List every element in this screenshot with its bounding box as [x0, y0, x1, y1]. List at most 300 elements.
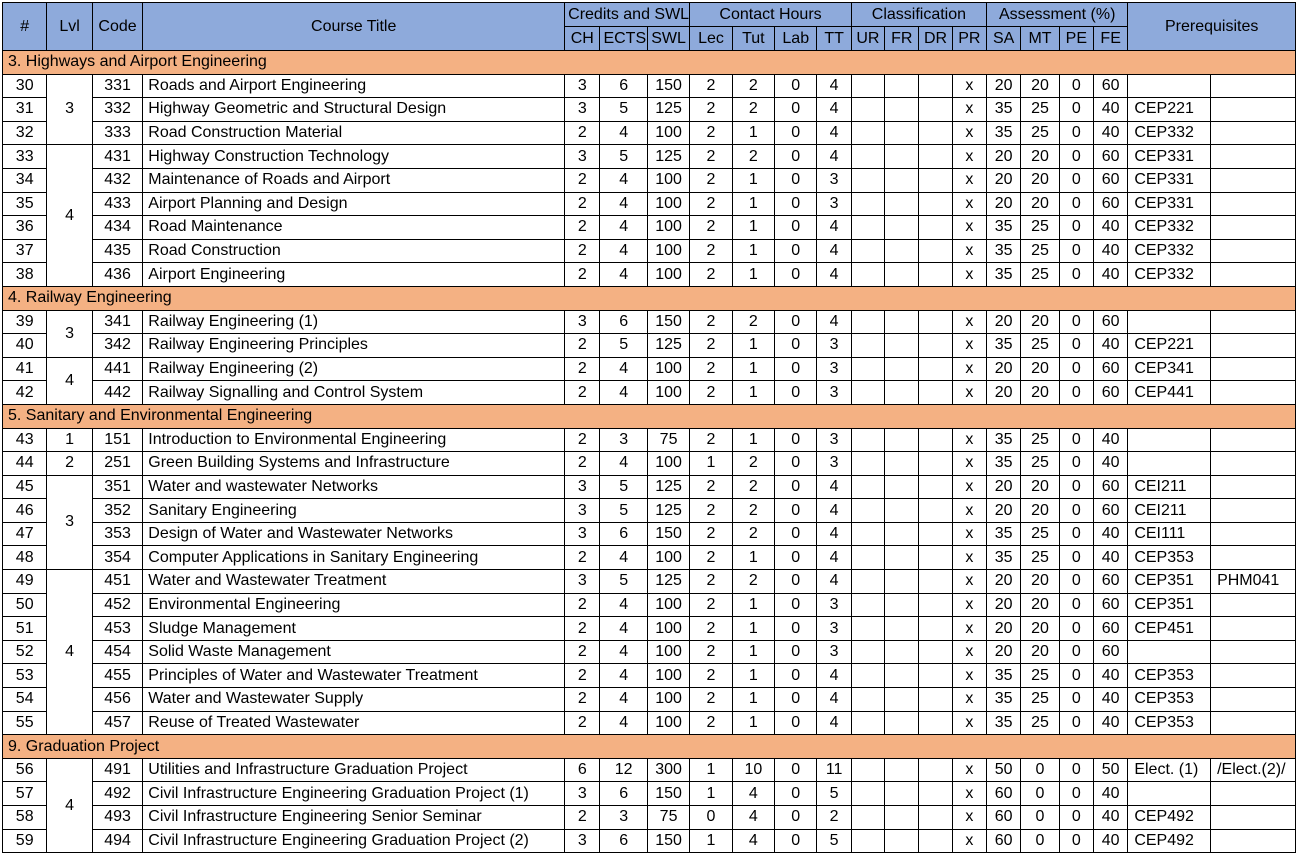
cell-lab: 0 [775, 357, 817, 381]
cell-tut: 1 [732, 216, 774, 240]
cell-ch: 3 [565, 310, 600, 334]
course-code: 353 [92, 522, 142, 546]
prerequisite-1: CEP492 [1128, 806, 1211, 830]
cell-pr: x [952, 522, 986, 546]
cell-pr: x [952, 640, 986, 664]
cell-ch: 3 [565, 499, 600, 523]
cell-tt: 4 [817, 475, 851, 499]
cell-dr [919, 452, 952, 476]
cell-swl: 100 [647, 452, 689, 476]
row-number: 56 [3, 758, 47, 782]
section-title: 4. Railway Engineering [3, 286, 1296, 310]
cell-mt: 20 [1021, 570, 1059, 594]
cell-ects: 4 [600, 711, 647, 735]
row-number: 43 [3, 428, 47, 452]
table-row [3, 192, 1296, 216]
table-row [3, 475, 1296, 499]
cell-lab: 0 [775, 522, 817, 546]
cell-pe: 0 [1059, 782, 1093, 806]
cell-ch: 2 [565, 334, 600, 358]
prerequisite-2 [1211, 428, 1296, 452]
cell-lec: 2 [690, 381, 732, 405]
cell-pe: 0 [1059, 475, 1093, 499]
cell-ects: 5 [600, 475, 647, 499]
cell-pr: x [952, 357, 986, 381]
cell-lab: 0 [775, 239, 817, 263]
cell-pe: 0 [1059, 617, 1093, 641]
cell-sa: 20 [987, 168, 1021, 192]
cell-ects: 4 [600, 617, 647, 641]
cell-tt: 3 [817, 192, 851, 216]
prerequisite-1: CEI211 [1128, 499, 1211, 523]
cell-tut: 1 [732, 357, 774, 381]
prerequisite-2: /Elect.(2)/ [1211, 758, 1296, 782]
cell-pr: x [952, 617, 986, 641]
table-row [3, 640, 1296, 664]
cell-swl: 150 [647, 829, 689, 853]
col-header-pe: PE [1059, 27, 1093, 51]
cell-dr [919, 522, 952, 546]
cell-fe: 40 [1093, 664, 1127, 688]
prerequisite-2 [1211, 711, 1296, 735]
cell-fe: 40 [1093, 239, 1127, 263]
cell-ur [851, 782, 884, 806]
cell-ur [851, 688, 884, 712]
prerequisite-2 [1211, 74, 1296, 98]
cell-pr: x [952, 782, 986, 806]
row-number: 58 [3, 806, 47, 830]
row-number: 39 [3, 310, 47, 334]
cell-lec: 2 [690, 522, 732, 546]
cell-sa: 20 [987, 570, 1021, 594]
cell-lec: 2 [690, 239, 732, 263]
cell-tt: 4 [817, 98, 851, 122]
cell-tut: 1 [732, 640, 774, 664]
cell-pr: x [952, 593, 986, 617]
cell-pr: x [952, 263, 986, 287]
cell-fe: 60 [1093, 617, 1127, 641]
course-code: 332 [92, 98, 142, 122]
col-header-lvl: Lvl [47, 3, 92, 51]
cell-ects: 4 [600, 452, 647, 476]
course-code: 442 [92, 381, 142, 405]
cell-ects: 5 [600, 334, 647, 358]
prerequisite-2 [1211, 688, 1296, 712]
cell-ects: 4 [600, 546, 647, 570]
cell-lab: 0 [775, 688, 817, 712]
cell-fr [885, 74, 919, 98]
table-row [3, 121, 1296, 145]
prerequisite-1: CEP353 [1128, 688, 1211, 712]
row-number: 44 [3, 452, 47, 476]
course-code: 342 [92, 334, 142, 358]
cell-lec: 2 [690, 121, 732, 145]
cell-tut: 4 [732, 806, 774, 830]
row-number: 34 [3, 168, 47, 192]
cell-lab: 0 [775, 711, 817, 735]
cell-tt: 4 [817, 522, 851, 546]
cell-tt: 2 [817, 806, 851, 830]
cell-sa: 20 [987, 357, 1021, 381]
cell-dr [919, 239, 952, 263]
cell-fr [885, 640, 919, 664]
course-title: Railway Signalling and Control System [143, 381, 565, 405]
cell-pe: 0 [1059, 428, 1093, 452]
prerequisite-1: CEP221 [1128, 98, 1211, 122]
cell-fr [885, 145, 919, 169]
prerequisite-1 [1128, 640, 1211, 664]
cell-mt: 20 [1021, 381, 1059, 405]
cell-fe: 60 [1093, 192, 1127, 216]
cell-mt: 25 [1021, 121, 1059, 145]
cell-tut: 1 [732, 121, 774, 145]
cell-lab: 0 [775, 263, 817, 287]
cell-dr [919, 640, 952, 664]
cell-fe: 40 [1093, 546, 1127, 570]
cell-tut: 4 [732, 829, 774, 853]
table-row [3, 499, 1296, 523]
cell-dr [919, 263, 952, 287]
cell-lec: 2 [690, 334, 732, 358]
table-row [3, 357, 1296, 381]
table-row [3, 239, 1296, 263]
cell-dr [919, 310, 952, 334]
cell-swl: 100 [647, 711, 689, 735]
cell-ch: 2 [565, 664, 600, 688]
cell-mt: 25 [1021, 688, 1059, 712]
col-header-ur: UR [851, 27, 884, 51]
row-number: 57 [3, 782, 47, 806]
prerequisite-2 [1211, 216, 1296, 240]
cell-ects: 4 [600, 664, 647, 688]
prerequisite-1: CEP351 [1128, 570, 1211, 594]
cell-swl: 100 [647, 216, 689, 240]
cell-fr [885, 216, 919, 240]
cell-ects: 4 [600, 121, 647, 145]
cell-lab: 0 [775, 168, 817, 192]
course-code: 494 [92, 829, 142, 853]
cell-dr [919, 428, 952, 452]
col-header-ects: ECTS [600, 27, 647, 51]
cell-fr [885, 475, 919, 499]
cell-pr: x [952, 381, 986, 405]
cell-lec: 2 [690, 593, 732, 617]
cell-tut: 1 [732, 688, 774, 712]
prerequisite-2 [1211, 546, 1296, 570]
cell-sa: 35 [987, 546, 1021, 570]
course-title: Sludge Management [143, 617, 565, 641]
table-row [3, 711, 1296, 735]
cell-ch: 6 [565, 758, 600, 782]
cell-ects: 5 [600, 145, 647, 169]
prerequisite-2 [1211, 640, 1296, 664]
prerequisite-1: CEP221 [1128, 334, 1211, 358]
cell-swl: 100 [647, 640, 689, 664]
cell-mt: 0 [1021, 829, 1059, 853]
cell-pr: x [952, 428, 986, 452]
cell-fr [885, 829, 919, 853]
cell-fr [885, 192, 919, 216]
cell-ur [851, 617, 884, 641]
cell-ur [851, 640, 884, 664]
cell-fe: 40 [1093, 452, 1127, 476]
cell-fr [885, 617, 919, 641]
cell-ects: 5 [600, 499, 647, 523]
section-title: 5. Sanitary and Environmental Engineering [3, 404, 1296, 428]
cell-ur [851, 664, 884, 688]
prerequisite-1: CEP353 [1128, 664, 1211, 688]
row-number: 47 [3, 522, 47, 546]
cell-tt: 3 [817, 593, 851, 617]
cell-pe: 0 [1059, 664, 1093, 688]
cell-pe: 0 [1059, 98, 1093, 122]
cell-lec: 2 [690, 499, 732, 523]
prerequisite-1: CEP351 [1128, 593, 1211, 617]
cell-swl: 300 [647, 758, 689, 782]
prerequisite-2 [1211, 499, 1296, 523]
cell-dr [919, 711, 952, 735]
row-number: 54 [3, 688, 47, 712]
cell-mt: 20 [1021, 145, 1059, 169]
cell-fe: 60 [1093, 570, 1127, 594]
cell-pr: x [952, 758, 986, 782]
table-row [3, 381, 1296, 405]
cell-tut: 2 [732, 452, 774, 476]
col-header-prerequisites: Prerequisites [1128, 3, 1296, 51]
cell-tt: 5 [817, 829, 851, 853]
cell-lec: 2 [690, 570, 732, 594]
cell-pr: x [952, 688, 986, 712]
cell-pr: x [952, 98, 986, 122]
course-code: 491 [92, 758, 142, 782]
cell-ur [851, 758, 884, 782]
cell-sa: 20 [987, 145, 1021, 169]
course-code: 432 [92, 168, 142, 192]
prerequisite-1: CEI211 [1128, 475, 1211, 499]
cell-tt: 3 [817, 334, 851, 358]
cell-fe: 60 [1093, 640, 1127, 664]
cell-fe: 40 [1093, 782, 1127, 806]
cell-ur [851, 334, 884, 358]
table-row [3, 688, 1296, 712]
cell-mt: 25 [1021, 428, 1059, 452]
cell-dr [919, 168, 952, 192]
cell-lab: 0 [775, 475, 817, 499]
course-code: 451 [92, 570, 142, 594]
cell-pr: x [952, 452, 986, 476]
cell-ch: 2 [565, 546, 600, 570]
cell-swl: 125 [647, 98, 689, 122]
course-title: Airport Planning and Design [143, 192, 565, 216]
col-header-tt: TT [817, 27, 851, 51]
cell-mt: 20 [1021, 617, 1059, 641]
prerequisite-2 [1211, 121, 1296, 145]
cell-swl: 125 [647, 475, 689, 499]
prerequisite-1: CEI111 [1128, 522, 1211, 546]
row-number: 36 [3, 216, 47, 240]
cell-lab: 0 [775, 121, 817, 145]
cell-tut: 2 [732, 475, 774, 499]
course-title: Road Maintenance [143, 216, 565, 240]
cell-pe: 0 [1059, 192, 1093, 216]
cell-dr [919, 74, 952, 98]
cell-sa: 35 [987, 428, 1021, 452]
cell-mt: 25 [1021, 263, 1059, 287]
col-group-assessment: Assessment (%) [987, 3, 1128, 27]
cell-mt: 25 [1021, 98, 1059, 122]
cell-pr: x [952, 168, 986, 192]
cell-mt: 25 [1021, 546, 1059, 570]
cell-ur [851, 452, 884, 476]
cell-sa: 35 [987, 334, 1021, 358]
cell-mt: 20 [1021, 310, 1059, 334]
cell-pe: 0 [1059, 758, 1093, 782]
cell-ects: 6 [600, 310, 647, 334]
course-code: 441 [92, 357, 142, 381]
prerequisite-2 [1211, 806, 1296, 830]
cell-fe: 40 [1093, 334, 1127, 358]
prerequisite-1: CEP332 [1128, 263, 1211, 287]
course-title: Railway Engineering (1) [143, 310, 565, 334]
cell-tt: 4 [817, 499, 851, 523]
cell-fr [885, 263, 919, 287]
cell-pr: x [952, 310, 986, 334]
cell-mt: 25 [1021, 711, 1059, 735]
cell-fr [885, 428, 919, 452]
cell-ects: 4 [600, 357, 647, 381]
cell-ur [851, 239, 884, 263]
cell-sa: 35 [987, 239, 1021, 263]
cell-lec: 2 [690, 617, 732, 641]
cell-mt: 0 [1021, 806, 1059, 830]
cell-swl: 100 [647, 192, 689, 216]
cell-lec: 2 [690, 216, 732, 240]
cell-ects: 4 [600, 381, 647, 405]
cell-tt: 3 [817, 640, 851, 664]
cell-swl: 75 [647, 806, 689, 830]
course-title: Railway Engineering (2) [143, 357, 565, 381]
row-number: 31 [3, 98, 47, 122]
cell-ur [851, 711, 884, 735]
cell-fe: 60 [1093, 499, 1127, 523]
cell-tut: 1 [732, 617, 774, 641]
cell-sa: 35 [987, 664, 1021, 688]
prerequisite-1: CEP332 [1128, 121, 1211, 145]
cell-ch: 3 [565, 145, 600, 169]
cell-ur [851, 263, 884, 287]
col-header-lab: Lab [775, 27, 817, 51]
cell-swl: 100 [647, 664, 689, 688]
col-header-lec: Lec [690, 27, 732, 51]
cell-dr [919, 758, 952, 782]
cell-pe: 0 [1059, 145, 1093, 169]
table-row [3, 806, 1296, 830]
cell-lec: 2 [690, 192, 732, 216]
cell-mt: 25 [1021, 216, 1059, 240]
cell-dr [919, 664, 952, 688]
course-code: 435 [92, 239, 142, 263]
cell-sa: 20 [987, 74, 1021, 98]
cell-fe: 40 [1093, 263, 1127, 287]
cell-lab: 0 [775, 452, 817, 476]
cell-ch: 2 [565, 452, 600, 476]
cell-ur [851, 121, 884, 145]
course-code: 352 [92, 499, 142, 523]
cell-ects: 3 [600, 806, 647, 830]
cell-lab: 0 [775, 570, 817, 594]
cell-sa: 50 [987, 758, 1021, 782]
cell-lab: 0 [775, 74, 817, 98]
cell-lec: 2 [690, 688, 732, 712]
cell-lab: 0 [775, 758, 817, 782]
cell-lab: 0 [775, 806, 817, 830]
cell-dr [919, 121, 952, 145]
cell-mt: 20 [1021, 640, 1059, 664]
cell-ects: 4 [600, 688, 647, 712]
row-number: 59 [3, 829, 47, 853]
cell-ur [851, 145, 884, 169]
cell-mt: 20 [1021, 499, 1059, 523]
cell-lab: 0 [775, 428, 817, 452]
cell-fe: 60 [1093, 74, 1127, 98]
cell-fr [885, 381, 919, 405]
cell-lec: 2 [690, 357, 732, 381]
cell-tut: 1 [732, 192, 774, 216]
table-row [3, 758, 1296, 782]
prerequisite-2 [1211, 522, 1296, 546]
col-header-swl: SWL [647, 27, 689, 51]
course-title: Computer Applications in Sanitary Engineering [143, 546, 565, 570]
course-code: 431 [92, 145, 142, 169]
cell-ch: 2 [565, 121, 600, 145]
prerequisite-2 [1211, 593, 1296, 617]
cell-ch: 2 [565, 617, 600, 641]
table-row [3, 334, 1296, 358]
cell-lec: 2 [690, 546, 732, 570]
cell-fe: 50 [1093, 758, 1127, 782]
cell-sa: 20 [987, 192, 1021, 216]
cell-pr: x [952, 239, 986, 263]
cell-tt: 4 [817, 74, 851, 98]
cell-ch: 2 [565, 711, 600, 735]
cell-ects: 4 [600, 263, 647, 287]
cell-fe: 60 [1093, 381, 1127, 405]
table-row [3, 310, 1296, 334]
course-title: Roads and Airport Engineering [143, 74, 565, 98]
cell-sa: 20 [987, 381, 1021, 405]
cell-ur [851, 310, 884, 334]
cell-lab: 0 [775, 499, 817, 523]
cell-lec: 1 [690, 758, 732, 782]
prerequisite-1 [1128, 74, 1211, 98]
prerequisite-1: CEP353 [1128, 546, 1211, 570]
section-header-row [3, 51, 1296, 75]
cell-sa: 20 [987, 617, 1021, 641]
cell-lec: 1 [690, 829, 732, 853]
cell-ur [851, 593, 884, 617]
cell-lab: 0 [775, 664, 817, 688]
row-number: 50 [3, 593, 47, 617]
cell-ects: 5 [600, 570, 647, 594]
cell-lec: 2 [690, 263, 732, 287]
section-title: 3. Highways and Airport Engineering [3, 51, 1296, 75]
col-header-fe: FE [1093, 27, 1127, 51]
row-number: 41 [3, 357, 47, 381]
cell-dr [919, 499, 952, 523]
cell-pr: x [952, 145, 986, 169]
cell-pr: x [952, 74, 986, 98]
prerequisite-1 [1128, 782, 1211, 806]
